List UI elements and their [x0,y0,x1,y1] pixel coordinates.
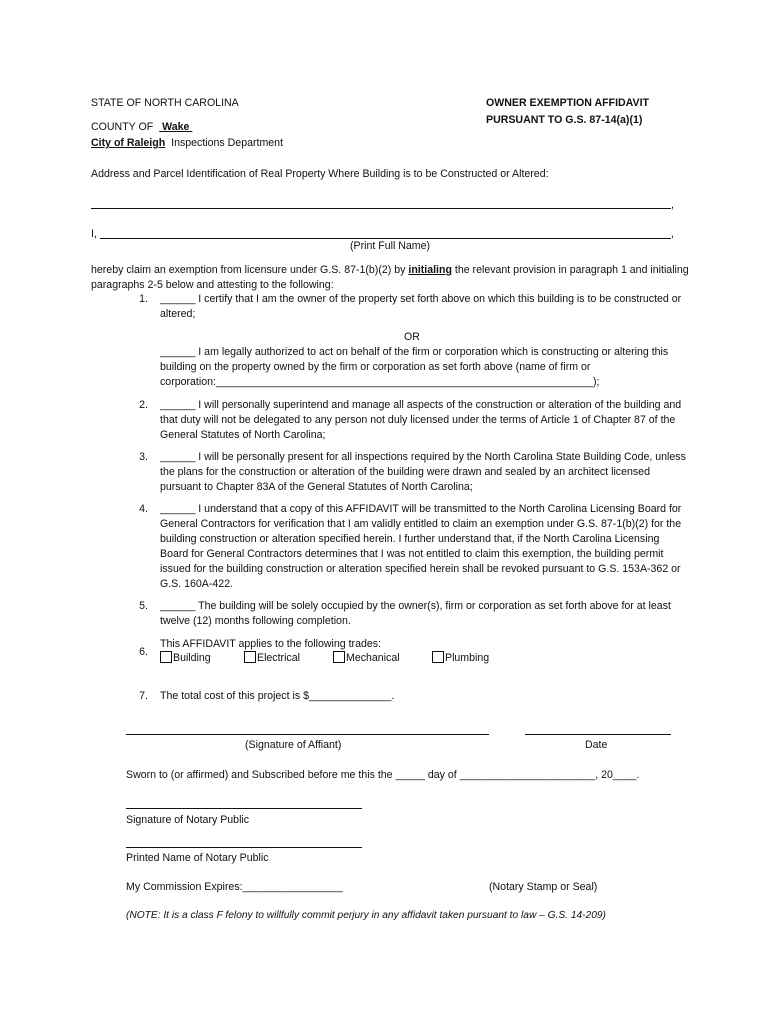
print-name-caption: (Print Full Name) [350,240,431,252]
department-line [91,136,283,150]
item-6-trades-label: This AFFIDAVIT applies to the following trades: [160,638,381,650]
item-1-owner[interactable]: ______ I certify that I am the owner of the property set forth above on which this building is to be constructed or altered; [160,293,682,320]
item-number: 2. [139,399,148,411]
item-3-inspections[interactable]: ______ I will be personally present for all inspections required by the North Carolina State Building Code, unless the plans for the construction or alteration of the building were drawn and sealed by an architect licensed pursuant to Chapter 83A of the General Statutes of North Carolina; [160,451,686,493]
notary-printed-name-caption: Printed Name of Notary Public [126,852,269,864]
item-7-total-cost[interactable]: The total cost of this project is $______________. [160,690,395,702]
item-number: 6. [139,646,148,658]
sworn-statement[interactable]: Sworn to (or affirmed) and Subscribed before me this the _____ day of _______________________, 20____. [126,769,640,781]
city-name: City of Raleigh [91,137,166,149]
initialing-emphasis: initialing [408,264,452,276]
trade-option-plumbing[interactable]: Plumbing [432,651,489,665]
trade-option-electrical[interactable]: Electrical [244,651,300,665]
county-value[interactable]: Wake [162,121,190,133]
item-1-authorized[interactable]: ______ I am legally authorized to act on behalf of the firm or corporation which is constructing or altering this building on the property owned by the firm or corporation as set forth above (name of firm or corporation:________________________________________________________________); [160,346,669,388]
name-comma: , [671,228,674,240]
department-name: Inspections Department [171,137,284,149]
address-comma: , [671,199,674,211]
name-prefix: I, [91,228,97,240]
county-label: COUNTY OF [91,121,154,133]
date-caption: Date [585,739,608,751]
perjury-note: (NOTE: It is a class F felony to willfully commit perjury in any affidavit taken pursuant to law – G.S. 14-209) [126,910,606,921]
checkbox-plumbing[interactable] [432,651,444,663]
affidavit-title-line2: PURSUANT TO G.S. 87-14(a)(1) [486,114,643,126]
trade-option-mechanical[interactable]: Mechanical [333,651,400,665]
notary-stamp-caption: (Notary Stamp or Seal) [489,881,598,893]
item-number: 3. [139,451,148,463]
state-heading: STATE OF NORTH CAROLINA [91,97,239,109]
date-line[interactable] [525,734,671,735]
checkbox-electrical[interactable] [244,651,256,663]
item-4-licensing-board[interactable]: ______ I understand that a copy of this AFFIDAVIT will be transmitted to the North Carolina Licensing Board for General Contractors for verification that I am validly entitled to claim an exemption under G.S. 87-1(b)(2) for the building construction or alteration specified herein. I further understand that, if the North Carolina Licensing Board for General Contractors determines that I was not entitled to claim this exemption, the building permit issued for the building construction or alteration specified herein shall be revoked pursuant to G.S. 153A-362 or G.S. 160A-422. [160,503,682,590]
affidavit-title-line1: OWNER EXEMPTION AFFIDAVIT [486,97,650,109]
notary-signature-line[interactable] [126,808,362,809]
intro-paragraph: hereby claim an exemption from licensure under G.S. 87-1(b)(2) by initialing the relevant provision in paragraph 1 and initialing paragraphs 2-5 below and attesting to the following: [91,264,689,291]
checkbox-building[interactable] [160,651,172,663]
notary-printed-name-line[interactable] [126,847,362,848]
address-label: Address and Parcel Identification of Real Property Where Building is to be Constructed or Altered: [91,168,549,180]
item-number: 7. [139,690,148,702]
item-number: 5. [139,600,148,612]
notary-signature-caption: Signature of Notary Public [126,814,250,826]
item-5-occupancy[interactable]: ______ The building will be solely occupied by the owner(s), firm or corporation as set forth above for at least twelve (12) months following completion. [160,600,671,627]
item-2-superintend[interactable]: ______ I will personally superintend and manage all aspects of the construction or alteration of the building and that duty will not be delegated to any person not duly licensed under the terms of Article 1 of Chapter 87 of the General Statutes of North Carolina; [160,399,682,441]
checkbox-mechanical[interactable] [333,651,345,663]
item-number: 1. [139,293,148,305]
item-number: 4. [139,503,148,515]
or-separator: OR [404,331,420,343]
affiant-signature-caption: (Signature of Affiant) [245,739,342,751]
commission-expires[interactable]: My Commission Expires:_________________ [126,881,343,893]
affiant-signature-line[interactable] [126,734,489,735]
county-line [91,120,192,134]
trade-option-building[interactable]: Building [160,651,211,665]
address-field[interactable] [91,208,671,209]
